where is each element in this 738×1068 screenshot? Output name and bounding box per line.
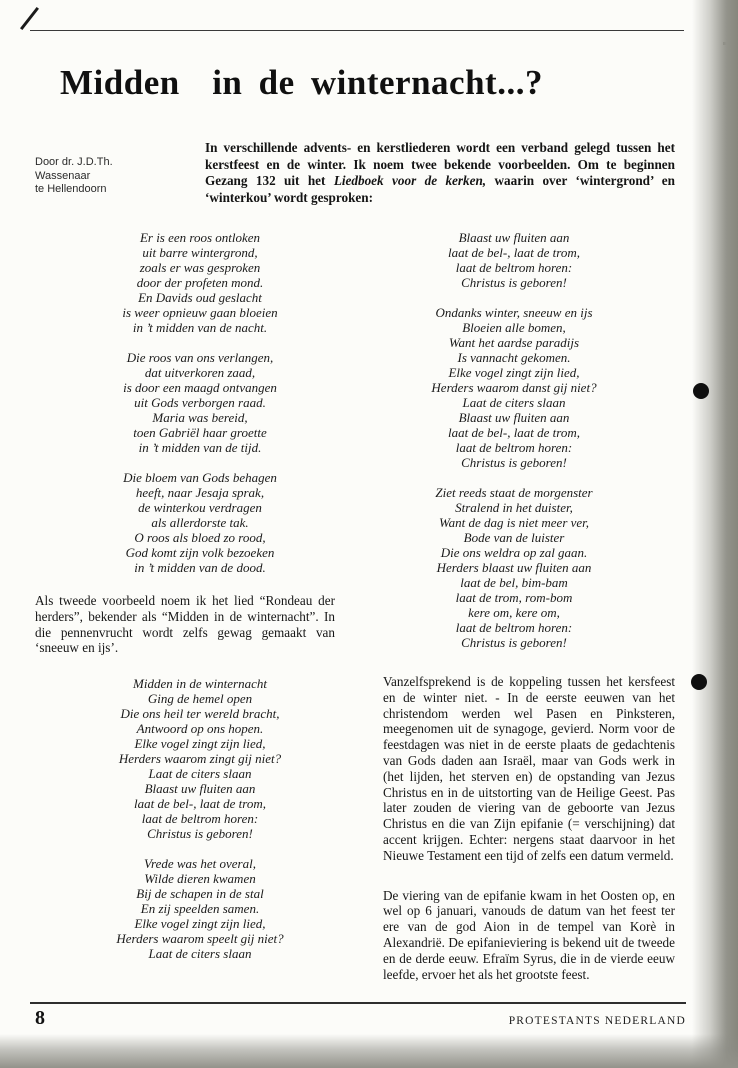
text-line: Herders blaast uw fluiten aan <box>436 560 592 575</box>
text-line: Vrede was het overal, <box>144 856 256 872</box>
text-line: Laat de citers slaan <box>462 395 566 410</box>
header-row <box>35 140 675 206</box>
text-line: Ziet reeds staat de morgenster <box>435 485 593 500</box>
text-line: Midden in de winternacht <box>133 676 267 692</box>
two-column-body <box>35 230 675 982</box>
text-line: Herders waarom speelt gij niet? <box>116 931 284 947</box>
author-block <box>35 140 205 206</box>
text-line: Die roos van ons verlangen, <box>126 350 274 365</box>
text-line: Blaast uw fluiten aan <box>458 410 570 425</box>
text-line: toen Gabriël haar groette <box>133 425 267 440</box>
text-line: laat de beltrom horen: <box>141 811 259 827</box>
poem-stanza <box>65 350 335 455</box>
text-line: Want de dag is niet meer ver, <box>438 515 590 530</box>
footer-rule <box>30 1002 686 1004</box>
text-line: in ’t midden van de tijd. <box>138 440 262 455</box>
text-line: laat de bel-, laat de trom, <box>447 425 581 440</box>
text-line: door der profeten mond. <box>136 275 264 290</box>
scan-shadow-right <box>692 0 738 1068</box>
text-line: de winterkou verdragen <box>138 500 262 515</box>
footer <box>35 1007 686 1030</box>
text-line: Herders waarom zingt gij niet? <box>118 751 282 767</box>
poem-stanza-continuation <box>383 230 645 290</box>
text-line: Door dr. J.D.Th. <box>35 156 113 168</box>
text-line: Wilde dieren kwamen <box>144 871 256 887</box>
page-title: Midden in de winternacht...? <box>60 63 543 102</box>
scan-shadow-bottom <box>0 1034 738 1068</box>
intro-paragraph <box>205 140 675 206</box>
text-line: uit barre wintergrond, <box>142 245 258 260</box>
text-line: is door een maagd ontvangen <box>123 380 277 395</box>
text-line: Bode van de luister <box>463 530 565 545</box>
text-line: heeft, naar Jesaja sprak, <box>135 485 265 500</box>
text-line: Elke vogel zingt zijn lied, <box>448 365 580 380</box>
text-line: Die ons weldra op zal gaan. <box>440 545 588 560</box>
text-line: Blaast uw fluiten aan <box>144 781 256 797</box>
text-line: laat de beltrom horen: <box>455 620 573 635</box>
text-line: Elke vogel zingt zijn lied, <box>134 736 266 752</box>
text-line: Christus is geboren! <box>461 275 567 290</box>
text-line: Elke vogel zingt zijn lied, <box>134 916 266 932</box>
registration-dot <box>691 674 707 690</box>
text-line: zoals er was gesproken <box>139 260 261 275</box>
poem-midden-winternacht-left <box>35 676 335 961</box>
text-line: Die ons heil ter wereld bracht, <box>120 706 280 722</box>
text-line: laat de bel-, laat de trom, <box>133 796 267 812</box>
text-line: Die bloem van Gods behagen <box>123 470 277 485</box>
text-line: O roos als bloed zo rood, <box>134 530 266 545</box>
poem-gezang-132 <box>35 230 335 575</box>
text-line: te Hellendoorn <box>35 183 107 195</box>
text-line: laat de trom, rom-bom <box>455 590 573 605</box>
text-line: Christus is geboren! <box>461 455 567 470</box>
text-line: God komt zijn volk bezoeken <box>125 545 275 560</box>
intro-book-title: Liedboek voor de kerken, <box>333 173 487 188</box>
text-line: in ’t midden van de dood. <box>134 560 266 575</box>
text-line: Blaast uw fluiten aan <box>458 230 570 245</box>
text-line: Want het aardse paradijs <box>448 335 580 350</box>
magazine-title: PROTESTANTS NEDERLAND <box>508 1015 686 1027</box>
text-line: Herders waarom danst gij niet? <box>431 380 597 395</box>
text-line: Christus is geboren! <box>461 635 567 650</box>
right-column <box>383 230 675 982</box>
text-line: laat de bel, bim-bam <box>460 575 568 590</box>
text-line: Laat de citers slaan <box>148 946 252 962</box>
text-line: in ’t midden van de nacht. <box>132 320 268 335</box>
text-line: Bij de schapen in de stal <box>136 886 264 902</box>
page-number: 8 <box>35 1007 45 1029</box>
text-line: Ging de hemel open <box>147 691 253 707</box>
text-line: Christus is geboren! <box>147 826 253 842</box>
text-line: Bloeien alle bomen, <box>462 320 566 335</box>
column-gap <box>335 230 383 982</box>
text-line: is weer opnieuw gaan bloeien <box>122 305 278 320</box>
text-line: laat de bel-, laat de trom, <box>447 245 581 260</box>
transition-paragraph: Als tweede voorbeeld noem ik het lied “Rondeau der herders”, bekender als “Midden in de winternacht”. In die pennenvrucht wordt zelfs gewag gemaakt van ‘sneeuw en ijs’. <box>35 593 335 656</box>
text-line: uit Gods verborgen raad. <box>134 395 266 410</box>
text-line: Maria was bereid, <box>152 410 248 425</box>
body-paragraph-2: De viering van de epifanie kwam in het Oosten op, en wel op 6 januari, vanouds de datum van het feest ter ere van de god Aion in de tempel van Korè in Alexandrië. De epifanieviering is bekend uit de tweede en de derde eeuw. Efraïm Syrus, die in de vierde eeuw leefde, ervoer het als het grootste feest. <box>383 887 675 982</box>
text-line: Wassenaar <box>35 169 91 182</box>
intro-text-2: waarin over ‘wintergrond’ en ‘winterkou’ wordt gesproken: <box>205 173 675 205</box>
text-line: En Davids oud geslacht <box>138 290 262 305</box>
poem-stanza <box>65 856 335 961</box>
text-line: als allerdorste tak. <box>151 515 249 530</box>
text-line: Stralend in het duister, <box>455 500 573 515</box>
text-line: En zij speelden samen. <box>140 901 260 917</box>
poem-stanza <box>383 485 645 650</box>
text-line: Er is een roos ontloken <box>139 230 261 245</box>
text-line: Ondanks winter, sneeuw en ijs <box>435 305 593 320</box>
registration-dot <box>693 383 709 399</box>
poem-stanza <box>383 305 645 470</box>
poem-stanza <box>65 470 335 575</box>
poem-stanza <box>65 230 335 335</box>
poem-stanza <box>65 676 335 841</box>
text-line: laat de beltrom horen: <box>455 440 573 455</box>
text-line: laat de beltrom horen: <box>455 260 573 275</box>
text-line: Laat de citers slaan <box>148 766 252 782</box>
poem-midden-winternacht-right <box>383 230 675 650</box>
left-column <box>35 230 335 982</box>
text-line: Is vannacht gekomen. <box>457 350 571 365</box>
text-line: kere om, kere om, <box>468 605 560 620</box>
text-line: Antwoord op ons hopen. <box>136 721 264 737</box>
text-line: dat uitverkoren zaad, <box>144 365 256 380</box>
body-paragraph-1: Vanzelfsprekend is de koppeling tussen het kersfeest en de winter niet. - In de eerste eeuwen van het christendom werden wel Pasen en Pinksteren, meegenomen uit de synagoge, gevierd. Norm voor de feestdagen was niet in de eerste plaats de gedachtenis van Gods daden aan Israël, maar van Gods werk in (het lijden, het sterven en) de opstanding van Jezus Christus en in de uitstorting van de Heilige Geest. Pas later zouden de viering van de geboorte van Jezus Christus en die van Zijn epifanie (= verschijning) dat accent krijgen. Echter: nergens staat daarvoor in het Nieuwe Testament een tijd of zelfs een datum vermeld. <box>383 674 675 863</box>
intro-text-1: In verschillende advents- en kerstliederen wordt een verband gelegd tussen het kerstfeest en de winter. Ik noem twee bekende voorbeelden. Om te beginnen Gezang 132 uit het <box>205 140 675 188</box>
